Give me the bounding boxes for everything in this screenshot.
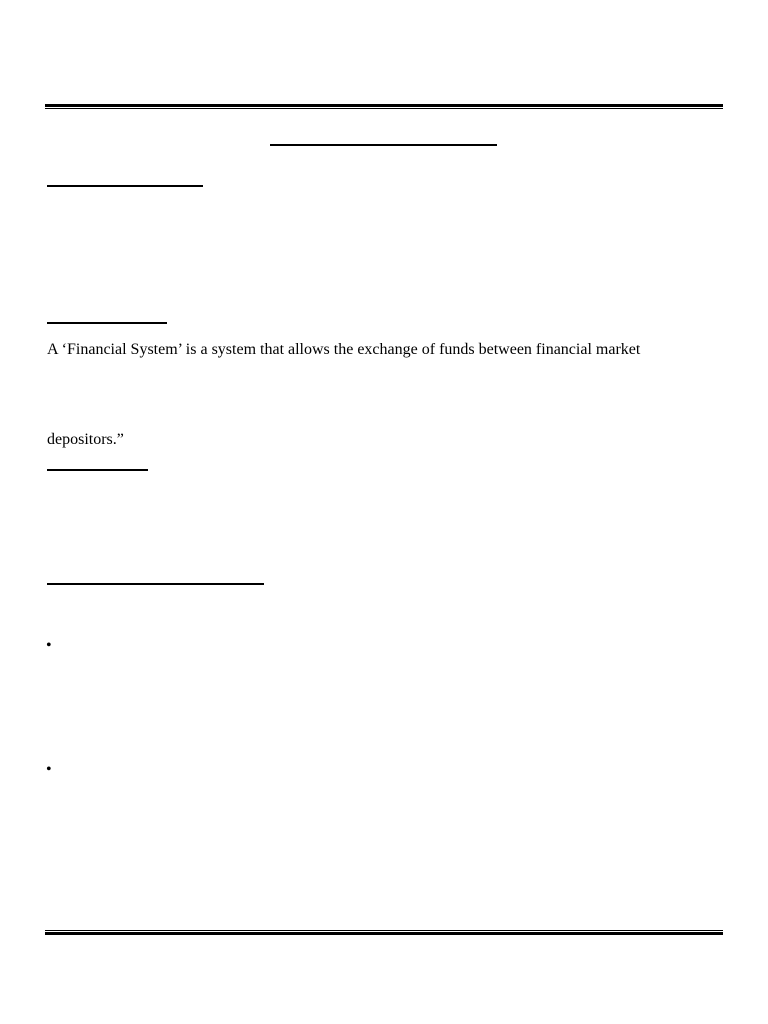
footer-double-rule	[45, 930, 723, 935]
section-heading-underline-2	[47, 322, 167, 324]
title-underline	[270, 144, 497, 146]
section-heading-underline-1	[47, 185, 203, 187]
section-heading-underline-3	[47, 469, 148, 471]
paragraph-line-1: A ‘Financial System’ is a system that allows the exchange of funds between financial market	[47, 341, 641, 358]
bullet-point-2: •	[46, 761, 52, 778]
header-double-rule	[45, 104, 723, 109]
section-heading-underline-4	[47, 583, 264, 585]
paragraph-line-2: depositors.”	[47, 431, 124, 448]
bullet-point-1: •	[46, 637, 52, 654]
